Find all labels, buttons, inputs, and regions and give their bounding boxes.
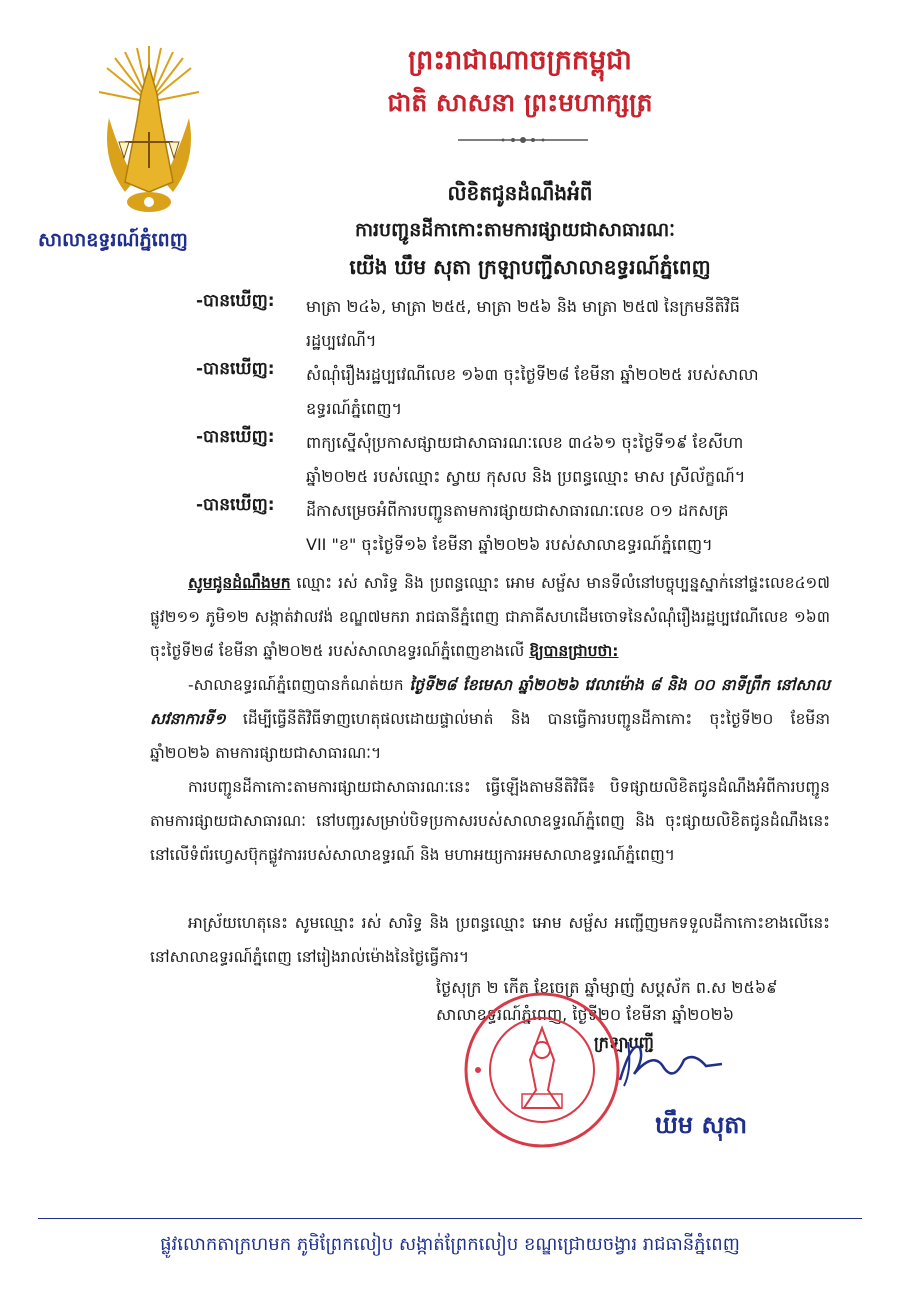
seen-text: សំណុំរឿងរដ្ឋប្បវេណីលេខ ១៦៣ ចុះថ្ងៃទី២៨ ខែមីនា ឆ្នាំ២០២៥ របស់សាលា <box>306 365 759 384</box>
footer-divider <box>38 1218 862 1219</box>
notice-paragraph <box>150 566 830 668</box>
hearing-intro: -សាលាឧទ្ធរណ៍ភ្នំពេញបានកំណត់យក <box>188 676 410 694</box>
document-subject: ការបញ្ជូនដីកាកោះតាមការផ្សាយជាសាធារណៈ <box>354 219 676 241</box>
footer-address: ផ្លូវលោកតាក្រហមក ភូមិព្រែកលៀប សង្កាត់ព្រែកលៀប ខណ្ឌជ្រោយចង្វារ រាជធានីភ្នំពេញ <box>160 1234 740 1255</box>
hearing-paragraph <box>150 668 830 770</box>
seen-label: -បានឃើញ: <box>196 291 275 311</box>
signer-name: ឃឹម សុតា <box>655 1111 748 1139</box>
seen-text: ពាក្យស្នើសុំប្រកាសផ្សាយជាសាធារណៈលេខ ៣៤៦១ ចុះថ្ងៃទី១៩ ខែសីហា <box>306 433 744 452</box>
seen-item <box>196 426 846 494</box>
hearing-datetime: ថ្ងៃទី២៨ ខែមេសា ឆ្នាំ២០២៦ វេលាម៉ោង ៨ និង ០០ នាទីព្រឹក នៅសាលសវនាការទី១ <box>150 676 830 728</box>
ornament-divider <box>458 132 588 146</box>
seen-item <box>196 494 846 562</box>
court-emblem-logo <box>95 42 203 220</box>
seen-item <box>196 358 846 426</box>
signer-role: ក្រឡាបញ្ជី <box>594 1033 654 1052</box>
seen-text-cont: ឆ្នាំ២០២៥ របស់ឈ្មោះ ស្វាយ កុសល និង ប្រពន្ធឈ្មោះ មាស ស្រីល័ក្ខណ៍។ <box>306 467 746 486</box>
lunar-date: ថ្ងៃសុក្រ ២ កើត ខែចេត្រ ឆ្នាំម្សាញ់ សប្តស័ក ព.ស ២៥៦៩ <box>436 978 778 997</box>
seen-item <box>196 290 846 358</box>
procedure-paragraph: ការបញ្ជូនដីកាកោះតាមការផ្សាយជាសាធារណៈនេះ ធ្វើឡើងតាមនីតិវិធី៖ បិទផ្សាយលិខិតជូនដំណឹងអំពីការបញ្ជូនតាមការផ្សាយជាសាធារណៈ នៅបញ្ជរសម្រាប់បិទប្រកាសរបស់សាលាឧទ្ធរណ៍ភ្នំពេញ និង ចុះផ្សាយលិខិតជូនដំណឹងនេះ នៅលើទំព័រហ្វេសប៊ុកផ្លូវការរបស់សាលាឧទ្ធរណ៍ និង មហាអយ្យការអមសាលាឧទ្ធរណ៍ភ្នំពេញ។ <box>150 778 830 864</box>
seen-list <box>196 290 846 562</box>
official-seal <box>462 990 622 1150</box>
court-name: សាលាឧទ្ធរណ៍ភ្នំពេញ <box>38 229 188 251</box>
seen-text: មាត្រា ២៤៦, មាត្រា ២៥៥, មាត្រា ២៥៦ និង មាត្រា ២៥៧ នៃក្រមនីតិវិធី <box>306 297 740 316</box>
handwritten-signature <box>610 1030 730 1090</box>
notice-lead: សូមជូនដំណឹងមក <box>188 574 291 592</box>
hearing-rest: ដើម្បីធ្វើនីតិវិធីទាញហេតុផលដោយផ្ទាល់មាត់ និង បានធ្វើការបញ្ជូនដីកាកោះ ចុះថ្ងៃទី២០ ខែមីនា ឆ្នាំ២០២៦ តាមការផ្សាយជាសាធារណៈ។ <box>150 710 830 762</box>
seen-text-cont: រដ្ឋប្បវេណី។ <box>306 331 377 350</box>
seen-text: ដីកាសម្រេចអំពីការបញ្ជូនតាមការផ្សាយជាសាធារណៈលេខ ០១ ដកសគ្រ <box>306 501 729 520</box>
document-issuer: យើង ឃឹម សុតា ក្រឡាបញ្ជីសាលាឧទ្ធរណ៍ភ្នំពេញ <box>349 255 711 279</box>
conclusion-paragraph: អាស្រ័យហេតុនេះ សូមឈ្មោះ រស់ សារិទ្ធ និង ប្រពន្ធឈ្មោះ អោម សម្ផ័ស អញ្ជើញមកទទួលដីកាកោះខាងលើនេះ នៅសាលាឧទ្ធរណ៍ភ្នំពេញ នៅរៀងរាល់ម៉ោងនៃថ្ងៃធ្វើការ។ <box>150 914 830 966</box>
seen-label: -បានឃើញ: <box>196 359 275 379</box>
seen-label: -បានឃើញ: <box>196 427 275 447</box>
notice-body: ឈ្មោះ រស់ សារិទ្ធ និង ប្រពន្ធឈ្មោះ អោម សម្ផ័ស មានទីលំនៅបច្ចុប្បន្នស្នាក់នៅផ្ទះលេខ៤១៧ ផ្លូវ២១១ ភូមិ១២ សង្កាត់វាលវង់ ខណ្ឌ៧មករា រាជធានីភ្នំពេញ ជាភាគីសហដើមចោទនៃសំណុំរឿងរដ្ឋប្បវេណីលេខ ១៦៣ ចុះថ្ងៃទី២៨ ខែមីនា ឆ្នាំ២០២៥ របស់សាលាឧទ្ធរណ៍ភ្នំពេញខាងលើ <box>150 574 830 660</box>
kingdom-heading: ព្រះរាជាណាចក្រកម្ពុជា <box>408 45 632 76</box>
national-motto: ជាតិ សាសនា ព្រះមហាក្សត្រ <box>387 88 653 117</box>
seen-text-cont: VII "ខ" ចុះថ្ងៃទី១៦ ខែមីនា ឆ្នាំ២០២៦ របស់សាលាឧទ្ធរណ៍ភ្នំពេញ។ <box>306 535 713 554</box>
document-title: លិខិតជូនដំណឹងអំពី <box>447 181 593 205</box>
notice-end: ឱ្យបានជ្រាបថា: <box>529 642 619 660</box>
seen-label: -បានឃើញ: <box>196 495 275 515</box>
solar-date: សាលាឧទ្ធរណ៍ភ្នំពេញ, ថ្ងៃទី២០ ខែមីនា ឆ្នាំ២០២៦ <box>436 1005 735 1024</box>
seen-text-cont: ឧទ្ធរណ៍ភ្នំពេញ។ <box>306 399 403 418</box>
